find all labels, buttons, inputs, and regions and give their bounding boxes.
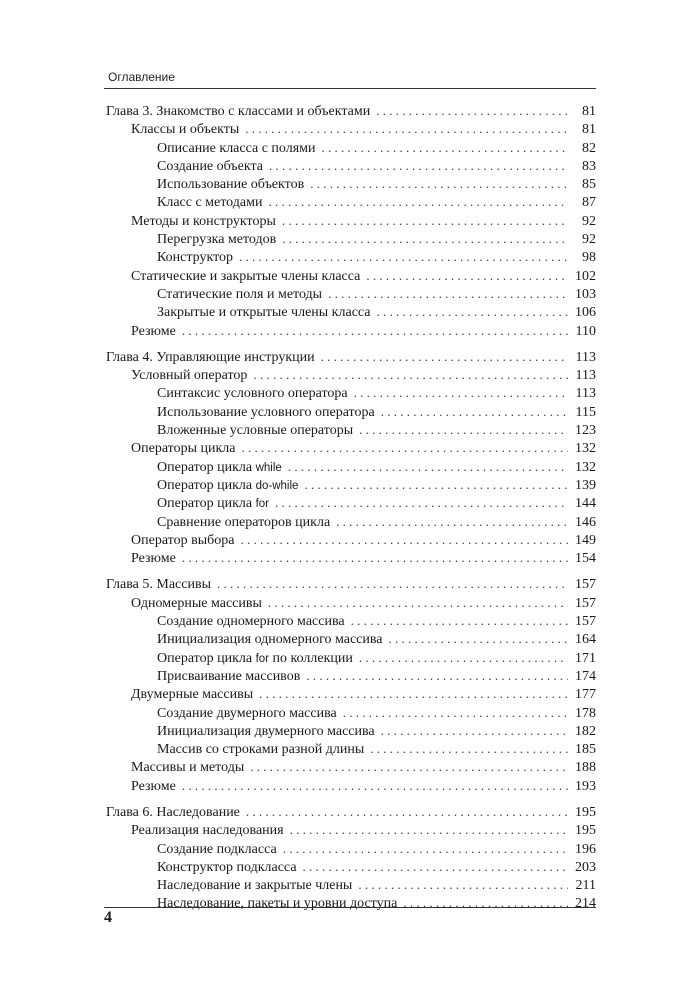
toc-entry-title [157, 514, 330, 532]
toc-entry-text: Синтаксис условного оператора [157, 386, 348, 402]
toc-entry-title [106, 576, 211, 594]
toc-page-number: 106 [575, 305, 596, 321]
toc-subsection-entry[interactable] [106, 285, 596, 303]
toc-section-entry[interactable] [106, 439, 596, 457]
dot-leader [370, 740, 568, 758]
dot-leader [321, 348, 568, 366]
dot-leader [303, 858, 568, 876]
dot-leader [304, 476, 568, 494]
toc-page-number: 102 [575, 268, 596, 284]
toc-subsection-entry[interactable] [106, 139, 596, 157]
toc-entry-title [157, 650, 353, 668]
toc-section-entry[interactable] [106, 366, 596, 384]
toc-chapter-heading[interactable] [106, 102, 596, 120]
toc-page-number: 164 [575, 632, 596, 648]
toc-entry-text: Класс с методами [157, 195, 263, 211]
toc-section-entry[interactable] [106, 531, 596, 549]
toc-section-entry[interactable] [106, 777, 596, 795]
toc-entry-text: Создание одномерного массива [157, 614, 345, 630]
toc-entry-title [131, 532, 234, 550]
toc-entry-title [131, 595, 262, 613]
toc-entry-title [157, 705, 337, 723]
dot-leader [283, 840, 568, 858]
toc-entry-title [157, 304, 371, 322]
toc-page-number: 195 [575, 823, 596, 839]
toc-entry-text: Резюме [131, 778, 176, 794]
dot-leader [268, 193, 568, 211]
toc-section-entry[interactable] [106, 322, 596, 340]
toc-entry-title [157, 286, 322, 304]
dot-leader [268, 594, 568, 612]
toc-entry-title [157, 158, 263, 176]
toc-entry-title [157, 249, 233, 267]
dot-leader [358, 876, 568, 894]
toc-subsection-entry[interactable] [106, 667, 596, 685]
toc-subsection-entry[interactable] [106, 193, 596, 211]
toc-subsection-entry[interactable] [106, 722, 596, 740]
toc-entry-code-keyword: for [255, 652, 270, 665]
dot-leader [336, 513, 568, 531]
toc-page-number: 196 [575, 841, 596, 857]
dot-leader [288, 458, 568, 476]
toc-entry-code-keyword: while [255, 461, 282, 474]
toc-entry-text: Операторы цикла [131, 441, 236, 457]
toc-subsection-entry[interactable] [106, 630, 596, 648]
toc-page-number: 85 [582, 177, 596, 193]
toc-entry-title [131, 440, 236, 458]
toc-subsection-entry[interactable] [106, 421, 596, 439]
toc-section-entry[interactable] [106, 212, 596, 230]
dot-leader [282, 230, 568, 248]
toc-chapter [106, 102, 596, 340]
toc-page-number: 203 [575, 859, 596, 875]
toc-section-entry[interactable] [106, 120, 596, 138]
dot-leader [381, 722, 568, 740]
toc-page-number: 157 [575, 577, 596, 593]
running-header: Оглавление [108, 70, 175, 84]
toc-entry-title [157, 404, 375, 422]
dot-leader [343, 704, 568, 722]
toc-entry-text: Условный оператор [131, 368, 248, 384]
toc-entry-text: Описание класса с полями [157, 140, 316, 156]
toc-page-number: 92 [582, 213, 596, 229]
toc-entry-text: Наследование, пакеты и уровни доступа [157, 896, 398, 912]
toc-entry-title [131, 759, 244, 777]
toc-entry-text: Оператор цикла [157, 650, 253, 666]
toc-chapter-heading[interactable] [106, 803, 596, 821]
toc-entry-text: Глава 5. Массивы [106, 577, 211, 593]
toc-entry-title [157, 422, 353, 440]
toc-page-number: 81 [582, 122, 596, 138]
dot-leader [354, 384, 568, 402]
toc-entry-title [106, 103, 370, 121]
dot-leader [290, 821, 568, 839]
toc-entry-text: Оператор цикла [157, 477, 253, 493]
toc-entry-text: Использование условного оператора [157, 404, 375, 420]
toc-entry-title [157, 723, 375, 741]
toc-entry-text: Создание двумерного массива [157, 705, 337, 721]
toc-page-number: 110 [575, 323, 596, 339]
toc-entry-title [157, 668, 300, 686]
toc-entry-text: Оператор цикла [157, 496, 253, 512]
toc-subsection-entry[interactable] [106, 513, 596, 531]
dot-leader [322, 139, 568, 157]
toc-entry-text: Оператор цикла [157, 459, 253, 475]
dot-leader [275, 494, 568, 512]
toc-section-entry[interactable] [106, 685, 596, 703]
toc-entry-text: Резюме [131, 323, 176, 339]
toc-page-number: 171 [575, 650, 596, 666]
toc-page-number: 149 [575, 532, 596, 548]
toc-page-number: 113 [575, 368, 596, 384]
toc-section-entry[interactable] [106, 267, 596, 285]
toc-entry-code-keyword: for [255, 498, 270, 511]
toc-page-number: 123 [575, 423, 596, 439]
dot-leader [182, 549, 568, 567]
dot-leader [403, 894, 568, 912]
toc-subsection-entry[interactable] [106, 458, 596, 476]
dot-leader [240, 531, 568, 549]
toc-section-entry[interactable] [106, 758, 596, 776]
toc-entry-title [157, 495, 269, 513]
toc-entry-title [131, 778, 176, 796]
toc-entry-text: Присваивание массивов [157, 668, 301, 684]
toc-subsection-entry[interactable] [106, 157, 596, 175]
toc-page-number: 157 [575, 595, 596, 611]
toc-page-number: 132 [575, 441, 596, 457]
toc-entry-text: Статические и закрытые члены класса [131, 268, 361, 284]
toc-subsection-entry[interactable] [106, 230, 596, 248]
toc-page-number: 174 [575, 668, 596, 684]
toc-subsection-entry[interactable] [106, 494, 596, 512]
toc-subsection-entry[interactable] [106, 858, 596, 876]
toc-section-entry[interactable] [106, 549, 596, 567]
dot-leader [366, 267, 568, 285]
toc-entry-text: Массивы и методы [131, 760, 245, 776]
toc-subsection-entry[interactable] [106, 248, 596, 266]
toc-entry-title [131, 121, 239, 139]
toc-subsection-entry[interactable] [106, 740, 596, 758]
toc-page-number: 98 [582, 250, 596, 266]
toc-page-number: 87 [582, 195, 596, 211]
toc-entry-title [131, 822, 284, 840]
toc-page-number: 146 [575, 514, 596, 530]
toc-subsection-entry[interactable] [106, 876, 596, 894]
toc-entry-title [131, 686, 253, 704]
toc-entry-text: Сравнение операторов цикла [157, 514, 331, 530]
dot-leader [246, 803, 568, 821]
toc-page-number: 113 [575, 386, 596, 402]
toc-entry-title [157, 176, 304, 194]
toc-entry-title [157, 877, 352, 895]
toc-page-number: 132 [575, 459, 596, 475]
toc-entry-text: Перегрузка методов [157, 232, 277, 248]
table-of-contents [106, 102, 596, 921]
dot-leader [377, 303, 569, 321]
toc-chapter [106, 348, 596, 568]
toc-page-number: 103 [575, 286, 596, 302]
dot-leader [376, 102, 568, 120]
toc-subsection-entry[interactable] [106, 840, 596, 858]
toc-entry-title [131, 323, 176, 341]
toc-entry-text: Конструктор [157, 250, 234, 266]
toc-entry-title [131, 268, 360, 286]
dot-leader [306, 667, 568, 685]
toc-page-number: 113 [575, 349, 596, 365]
toc-entry-title [106, 349, 315, 367]
toc-entry-text: Классы и объекты [131, 122, 240, 138]
toc-entry-title [157, 477, 298, 495]
toc-page-number: 139 [575, 477, 596, 493]
toc-subsection-entry[interactable] [106, 476, 596, 494]
dot-leader [182, 777, 568, 795]
dot-leader [328, 285, 568, 303]
toc-entry-text: Реализация наследования [131, 823, 284, 839]
dot-leader [245, 120, 568, 138]
toc-subsection-entry[interactable] [106, 894, 596, 912]
header-rule [104, 88, 596, 89]
dot-leader [182, 322, 568, 340]
dot-leader [381, 403, 568, 421]
toc-subsection-entry[interactable] [106, 704, 596, 722]
toc-entry-text: Закрытые и открытые члены класса [157, 305, 371, 321]
toc-page-number: 177 [575, 687, 596, 703]
toc-subsection-entry[interactable] [106, 649, 596, 667]
dot-leader [242, 439, 569, 457]
toc-entry-text: Использование объектов [157, 177, 305, 193]
toc-page-number: 214 [575, 896, 596, 912]
dot-leader [359, 421, 568, 439]
toc-entry-text: Создание объекта [157, 158, 263, 174]
toc-entry-text: Глава 6. Наследование [106, 804, 240, 820]
toc-page-number: 157 [575, 614, 596, 630]
toc-page-number: 193 [575, 778, 596, 794]
dot-leader [282, 212, 568, 230]
toc-subsection-entry[interactable] [106, 303, 596, 321]
toc-entry-text: Создание подкласса [157, 841, 277, 857]
dot-leader [269, 157, 568, 175]
toc-entry-title [157, 231, 276, 249]
dot-leader [259, 685, 568, 703]
toc-page-number: 188 [575, 760, 596, 776]
dot-leader [389, 630, 568, 648]
toc-entry-text: Глава 3. Знакомство с классами и объектами [106, 104, 371, 119]
toc-entry-text: Инициализация одномерного массива [157, 632, 383, 648]
toc-entry-text: Методы и конструкторы [131, 213, 276, 229]
dot-leader [250, 758, 568, 776]
toc-chapter [106, 803, 596, 913]
toc-entry-text: Массив со строками разной длины [157, 742, 365, 758]
toc-page-number: 154 [575, 551, 596, 567]
toc-entry-title [131, 550, 176, 568]
page-number: 4 [104, 909, 112, 926]
toc-entry-code-keyword: do-while [255, 479, 299, 492]
toc-entry-text-tail: по коллекции [272, 650, 353, 666]
toc-entry-text: Конструктор подкласса [157, 859, 297, 875]
dot-leader [351, 612, 568, 630]
toc-chapter-heading[interactable] [106, 348, 596, 366]
toc-page-number: 83 [582, 158, 596, 174]
toc-entry-title [157, 741, 364, 759]
toc-page-number: 178 [575, 705, 596, 721]
toc-entry-text: Глава 4. Управляющие инструкции [106, 349, 315, 365]
toc-page-number: 185 [575, 742, 596, 758]
dot-leader [359, 649, 568, 667]
toc-page-number: 82 [582, 140, 596, 156]
dot-leader [217, 575, 568, 593]
dot-leader [310, 175, 568, 193]
toc-page-number: 81 [582, 104, 596, 119]
toc-entry-text: Наследование и закрытые члены [157, 878, 353, 894]
footer-rule [104, 907, 596, 908]
toc-page-number: 115 [575, 404, 596, 420]
toc-subsection-entry[interactable] [106, 384, 596, 402]
toc-entry-text: Резюме [131, 551, 176, 567]
toc-entry-title [157, 895, 397, 913]
toc-entry-text: Вложенные условные операторы [157, 423, 354, 439]
toc-entry-text: Инициализация двумерного массива [157, 723, 375, 739]
toc-section-entry[interactable] [106, 594, 596, 612]
toc-page-number: 92 [582, 232, 596, 248]
toc-section-entry[interactable] [106, 821, 596, 839]
toc-entry-text: Оператор выбора [131, 532, 235, 548]
toc-entry-text: Двумерные массивы [131, 687, 254, 703]
toc-entry-title [157, 140, 316, 158]
toc-page-number: 211 [575, 878, 596, 894]
toc-entry-text: Статические поля и методы [157, 286, 323, 302]
toc-page-number: 144 [575, 496, 596, 512]
toc-subsection-entry[interactable] [106, 612, 596, 630]
toc-entry-title [106, 804, 240, 822]
toc-subsection-entry[interactable] [106, 175, 596, 193]
toc-chapter [106, 575, 596, 795]
toc-entry-title [157, 841, 277, 859]
toc-page-number: 182 [575, 723, 596, 739]
toc-entry-text: Одномерные массивы [131, 595, 262, 611]
toc-page-number: 195 [575, 804, 596, 820]
dot-leader [253, 366, 568, 384]
toc-entry-title [157, 631, 383, 649]
toc-entry-title [131, 367, 247, 385]
toc-entry-title [157, 459, 282, 477]
toc-entry-title [157, 194, 262, 212]
toc-entry-title [131, 213, 276, 231]
toc-entry-title [157, 385, 348, 403]
toc-entry-title [157, 613, 345, 631]
toc-subsection-entry[interactable] [106, 403, 596, 421]
toc-entry-title [157, 859, 297, 877]
toc-chapter-heading[interactable] [106, 575, 596, 593]
dot-leader [239, 248, 568, 266]
